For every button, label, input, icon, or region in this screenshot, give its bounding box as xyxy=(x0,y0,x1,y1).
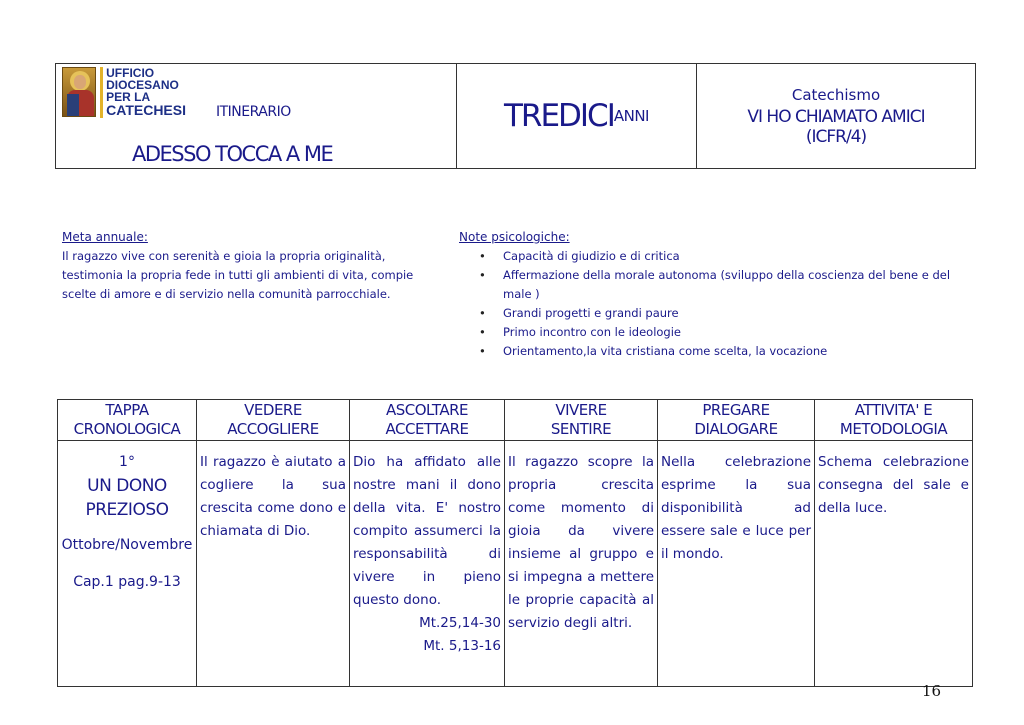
scripture-ref-1: Mt.25,14-30 xyxy=(419,615,501,631)
list-item: • Orientamento,la vita cristiana come scelta, la vocazione xyxy=(479,342,979,361)
cell-vivere: Il ragazzo scopre la propria crescita come momento di gioia da vivere insieme al gruppo e si impegna a mettere le proprie capacità al servizio degli altri. xyxy=(505,441,658,687)
cell-vedere: Il ragazzo è aiutato a cogliere la sua crescita come dono e chiamata di Dio. xyxy=(197,441,350,687)
tappa-title-1: UN DONO xyxy=(87,476,167,496)
itinerario-label: ITINERARIO xyxy=(216,104,291,120)
program-table xyxy=(57,399,973,687)
list-item: • Primo incontro con le ideologie xyxy=(479,323,979,342)
logo-line-3: PER LA xyxy=(106,89,151,104)
scripture-ref-2: Mt. 5,13-16 xyxy=(423,638,501,654)
note-psicologiche xyxy=(459,228,979,361)
notes-list xyxy=(479,247,979,361)
christ-icon xyxy=(62,67,96,117)
notes-heading: Note psicologiche: xyxy=(459,230,570,244)
header-pregare: PREGARE DIALOGARE xyxy=(658,400,815,441)
meta-heading: Meta annuale: xyxy=(62,230,148,244)
tappa-number: 1° xyxy=(119,454,135,470)
header-vedere: VEDERE ACCOGLIERE xyxy=(197,400,350,441)
logo-text xyxy=(100,67,186,118)
catechismo-name: VI HO CHIAMATO AMICI xyxy=(747,106,925,127)
header-ascoltare: ASCOLTARE ACCETTARE xyxy=(350,400,505,441)
logo-line-4: CATECHESI xyxy=(106,101,186,118)
catechismo-code: (ICFR/4) xyxy=(805,126,867,147)
list-item: • Affermazione della morale autonoma (sviluppo della coscienza del bene e del male ) xyxy=(479,266,979,304)
header-tappa: TAPPA CRONOLOGICA xyxy=(58,400,197,441)
age-unit: ANNI xyxy=(613,107,649,125)
header-cell-age xyxy=(457,64,697,168)
list-item: • Capacità di giudizio e di critica xyxy=(479,247,979,266)
table-header-row xyxy=(58,400,973,441)
tappa-chapter: Cap.1 pag.9-13 xyxy=(73,574,181,590)
meta-annuale xyxy=(62,228,422,304)
list-item: • Grandi progetti e grandi paure xyxy=(479,304,979,323)
meta-text: Il ragazzo vive con serenità e gioia la propria originalità, testimonia la propria fede in tutti gli ambienti di vita, compie scelte di amore e di servizio nella comunità parrocchiale. xyxy=(62,249,414,301)
page-number: 16 xyxy=(922,682,942,700)
logo xyxy=(62,66,186,118)
header-table xyxy=(55,63,976,169)
cell-attivita: Schema celebrazione consegna del sale e della luce. xyxy=(815,441,973,687)
itinerary-title: ADESSO TOCCA A ME xyxy=(132,142,333,166)
header-cell-catechismo xyxy=(697,64,975,168)
cell-ascoltare xyxy=(350,441,505,687)
cell-pregare: Nella celebrazione esprime la sua disponibilità ad essere sale e luce per il mondo. xyxy=(658,441,815,687)
logo-line-2: DIOCESANO xyxy=(106,77,179,92)
catechismo-label: Catechismo xyxy=(791,85,881,104)
tappa-period: Ottobre/Novembre xyxy=(61,537,193,553)
table-row xyxy=(58,441,973,687)
header-attivita: ATTIVITA' E METODOLOGIA xyxy=(815,400,973,441)
ascoltare-text: Dio ha affidato alle nostre mani il dono della vita. E' nostro compito assumerci la responsabilità di vivere in pieno questo dono. xyxy=(353,454,501,608)
cell-tappa xyxy=(58,441,197,687)
tappa-title-2: PREZIOSO xyxy=(85,500,169,520)
logo-line-1: UFFICIO xyxy=(106,65,155,80)
age-title: TREDICI xyxy=(503,98,614,134)
header-vivere: VIVERE SENTIRE xyxy=(505,400,658,441)
header-cell-itinerario xyxy=(56,64,457,168)
